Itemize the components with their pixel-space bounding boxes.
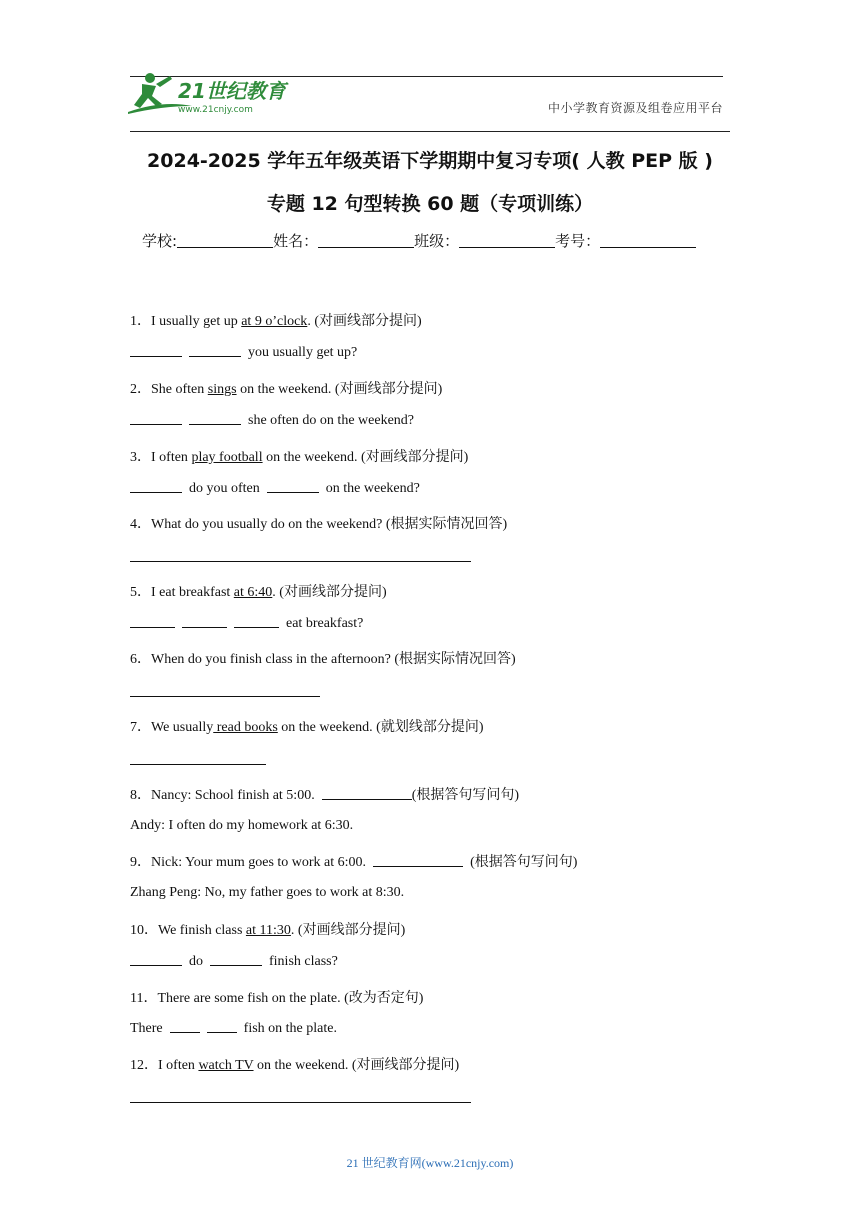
underlined-part: watch TV [198,1058,254,1073]
question-8 [130,784,519,804]
answer-blank[interactable] [207,1020,237,1033]
reply-8: Andy: I often do my homework at 6:30. [130,818,354,833]
question-text: 12．I often [130,1058,199,1073]
question-7 [130,716,483,736]
answer-text: on the weekend? [325,481,420,496]
answer-text: fish on the plate. [243,1021,337,1036]
document-subtitle: 专题 12 句型转换 60 题（专项训练） [266,193,594,215]
answer-blank[interactable] [322,787,412,800]
answer-3 [130,480,420,497]
underlined-part: at 11:30 [245,923,291,938]
document-title: 2024-2025 学年五年级英语下学期期中复习专项( 人教 PEP 版 ) [147,150,713,172]
answer-blank[interactable] [170,1020,200,1033]
underlined-part: play football [191,450,263,465]
question-text: 9．Nick: Your mum goes to work at 6:00. [130,855,367,870]
question-text: 1．I usually get up [130,314,242,329]
question-6: 6．When do you finish class in the afternoon? (根据实际情况回答) [130,652,516,667]
answer-5 [130,615,363,632]
question-text: (根据答句写问句) [470,855,578,870]
question-2 [130,378,442,398]
question-text: (根据答句写问句) [411,788,520,803]
class-label: 班级： [414,232,460,250]
question-10 [130,919,405,939]
answer-blank[interactable] [267,480,319,493]
question-text: on the weekend. (就划线部分提问) [277,720,484,735]
question-text: 2．She often [130,382,208,397]
school-field[interactable] [177,233,273,248]
question-text: on the weekend. (对画线部分提问) [236,382,443,397]
answer-1 [130,344,357,361]
number-label: 考号： [555,232,601,250]
question-text: . (对画线部分提问) [307,314,422,329]
question-text: . (对画线部分提问) [272,585,387,600]
question-4: 4．What do you usually do on the weekend? (根据实际情况回答) [130,517,508,532]
answer-blank[interactable] [189,344,241,357]
reply-9: Zhang Peng: No, my father goes to work at 8:30. [130,885,405,900]
question-9 [130,851,577,871]
answer-line-6[interactable] [130,696,320,697]
underlined-part: sings [207,382,237,397]
answer-blank[interactable] [130,412,182,425]
question-text: on the weekend. (对画线部分提问) [262,450,469,465]
answer-blank[interactable] [130,480,182,493]
answer-blank[interactable] [189,412,241,425]
question-3 [130,446,468,466]
question-text: 3．I often [130,450,192,465]
21cnjy-logo [122,70,292,118]
underlined-part: at 6:40 [233,585,273,600]
answer-11 [130,1020,337,1037]
platform-label: 中小学教育资源及组卷应用平台 [548,101,724,115]
name-label: 姓名： [273,232,319,250]
question-text: 8．Nancy: School finish at 5:00. [130,788,315,803]
answer-text: eat breakfast? [286,616,364,631]
answer-blank[interactable] [210,953,262,966]
question-text: . (对画线部分提问) [290,923,406,938]
svg-text:21世纪教育: 21世纪教育 [178,79,286,103]
answer-blank[interactable] [182,615,227,628]
question-text: 10．We finish class [130,923,246,938]
student-info-row [142,230,696,251]
name-field[interactable] [318,233,414,248]
answer-blank[interactable] [130,615,175,628]
answer-text: do [189,954,203,969]
answer-line-7[interactable] [130,764,266,765]
answer-text: do you often [189,481,260,496]
answer-line-12[interactable] [130,1102,471,1103]
answer-text: she often do on the weekend? [248,413,414,428]
question-text: 5．I eat breakfast [130,585,234,600]
page-footer: 21 世纪教育网(www.21cnjy.com) [346,1156,514,1170]
number-field[interactable] [600,233,696,248]
class-field[interactable] [459,233,555,248]
answer-text: finish class? [269,954,338,969]
answer-text: There [130,1021,163,1036]
underlined-part: at 9 o’clock [241,314,308,329]
question-text: 7．We usually [130,720,214,735]
answer-blank[interactable] [234,615,279,628]
answer-blank[interactable] [130,953,182,966]
answer-blank[interactable] [130,344,182,357]
answer-2 [130,412,414,429]
underlined-part: read books [213,720,278,735]
question-11: 11．There are some fish on the plate. (改为否定句) [130,991,424,1006]
answer-blank[interactable] [373,854,463,867]
header-bottom-rule [130,131,730,132]
question-text: on the weekend. (对画线部分提问) [253,1058,460,1073]
question-5 [130,581,387,601]
answer-text: you usually get up? [248,345,358,360]
school-label: 学校: [142,232,178,250]
answer-line-4[interactable] [130,561,471,562]
answer-10 [130,953,338,970]
question-1 [130,310,422,330]
question-12 [130,1054,459,1074]
svg-text:www.21cnjy.com: www.21cnjy.com [178,105,253,115]
